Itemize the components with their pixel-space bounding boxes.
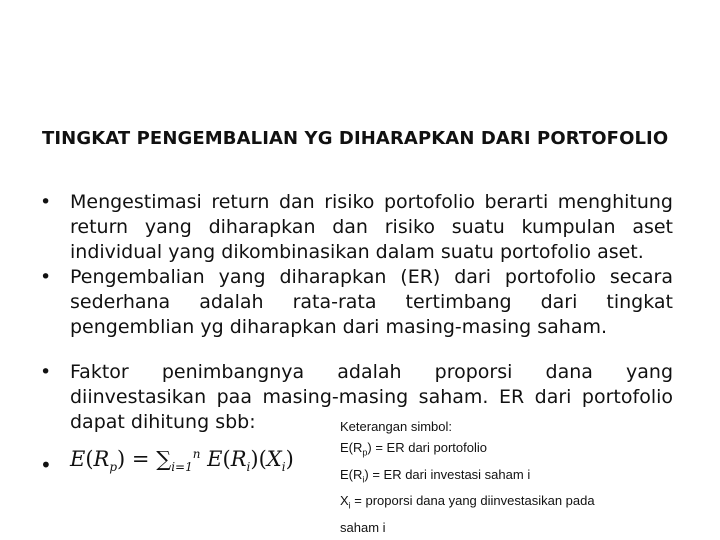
formula-sum: ∑	[156, 447, 172, 471]
bullet-list	[40, 190, 680, 340]
slide-title: TINGKAT PENGEMBALIAN YG DIHARAPKAN DARI PORTOFOLIO	[42, 128, 669, 149]
symbol-legend	[340, 416, 680, 538]
bullet-item-1	[40, 190, 673, 265]
formula-lhs-r: R	[93, 447, 110, 471]
bullet-item-2	[40, 265, 673, 340]
expected-return-formula: $E(R_p) = \sum_{i=1}^n$ $E(R_i)(X_i)$	[70, 447, 294, 475]
bullet-marker: •	[40, 453, 52, 477]
legend-line-xi-cont: saham i	[340, 519, 386, 535]
legend-line-erp: $E(R_p)$ = ER dari portofolio	[340, 440, 487, 458]
formula-sum-sub: i=1	[171, 460, 193, 475]
legend-line-eri: $E(R_i)$ = ER dari investasi saham i	[340, 466, 531, 485]
formula-lhs-sub: p	[109, 460, 118, 475]
bullet-text-1: Mengestimasi return dan risiko portofolio berarti menghitung return yang diharapkan dan risiko suatu kumpulan aset individual yang dikombinasikan dalam suatu portofolio aset.	[70, 191, 673, 263]
formula-rhs-e: E	[207, 447, 223, 471]
formula-rhs-x: X	[266, 447, 282, 471]
formula-equals: =	[131, 447, 150, 471]
formula-lhs-e: E	[70, 447, 86, 471]
bullet-text-2: Pengembalian yang diharapkan (ER) dari portofolio secara sederhana adalah rata-rata tertimbang dari tingkat pengemblian yg diharapkan dari masing-masing saham.	[70, 266, 673, 338]
bullet-text-3: Faktor penimbangnya adalah proporsi dana yang diinvestasikan paa masing-masing saham. ER dari portofolio dapat dihitung sbb:	[70, 361, 673, 433]
bullet-marker: •	[40, 361, 52, 383]
formula-rhs-r: R	[230, 447, 247, 471]
bullet-marker: •	[40, 191, 52, 213]
formula-rhs-x-sub: i	[281, 460, 286, 475]
formula-sum-sup: n	[192, 447, 201, 461]
legend-line-xi: $X_i$ = proporsi dana yang diinvestasikan pada	[340, 493, 595, 511]
legend-heading: Keterangan simbol:	[340, 419, 453, 434]
formula-rhs-r-sub: i	[246, 460, 251, 475]
bullet-marker: •	[40, 266, 52, 288]
